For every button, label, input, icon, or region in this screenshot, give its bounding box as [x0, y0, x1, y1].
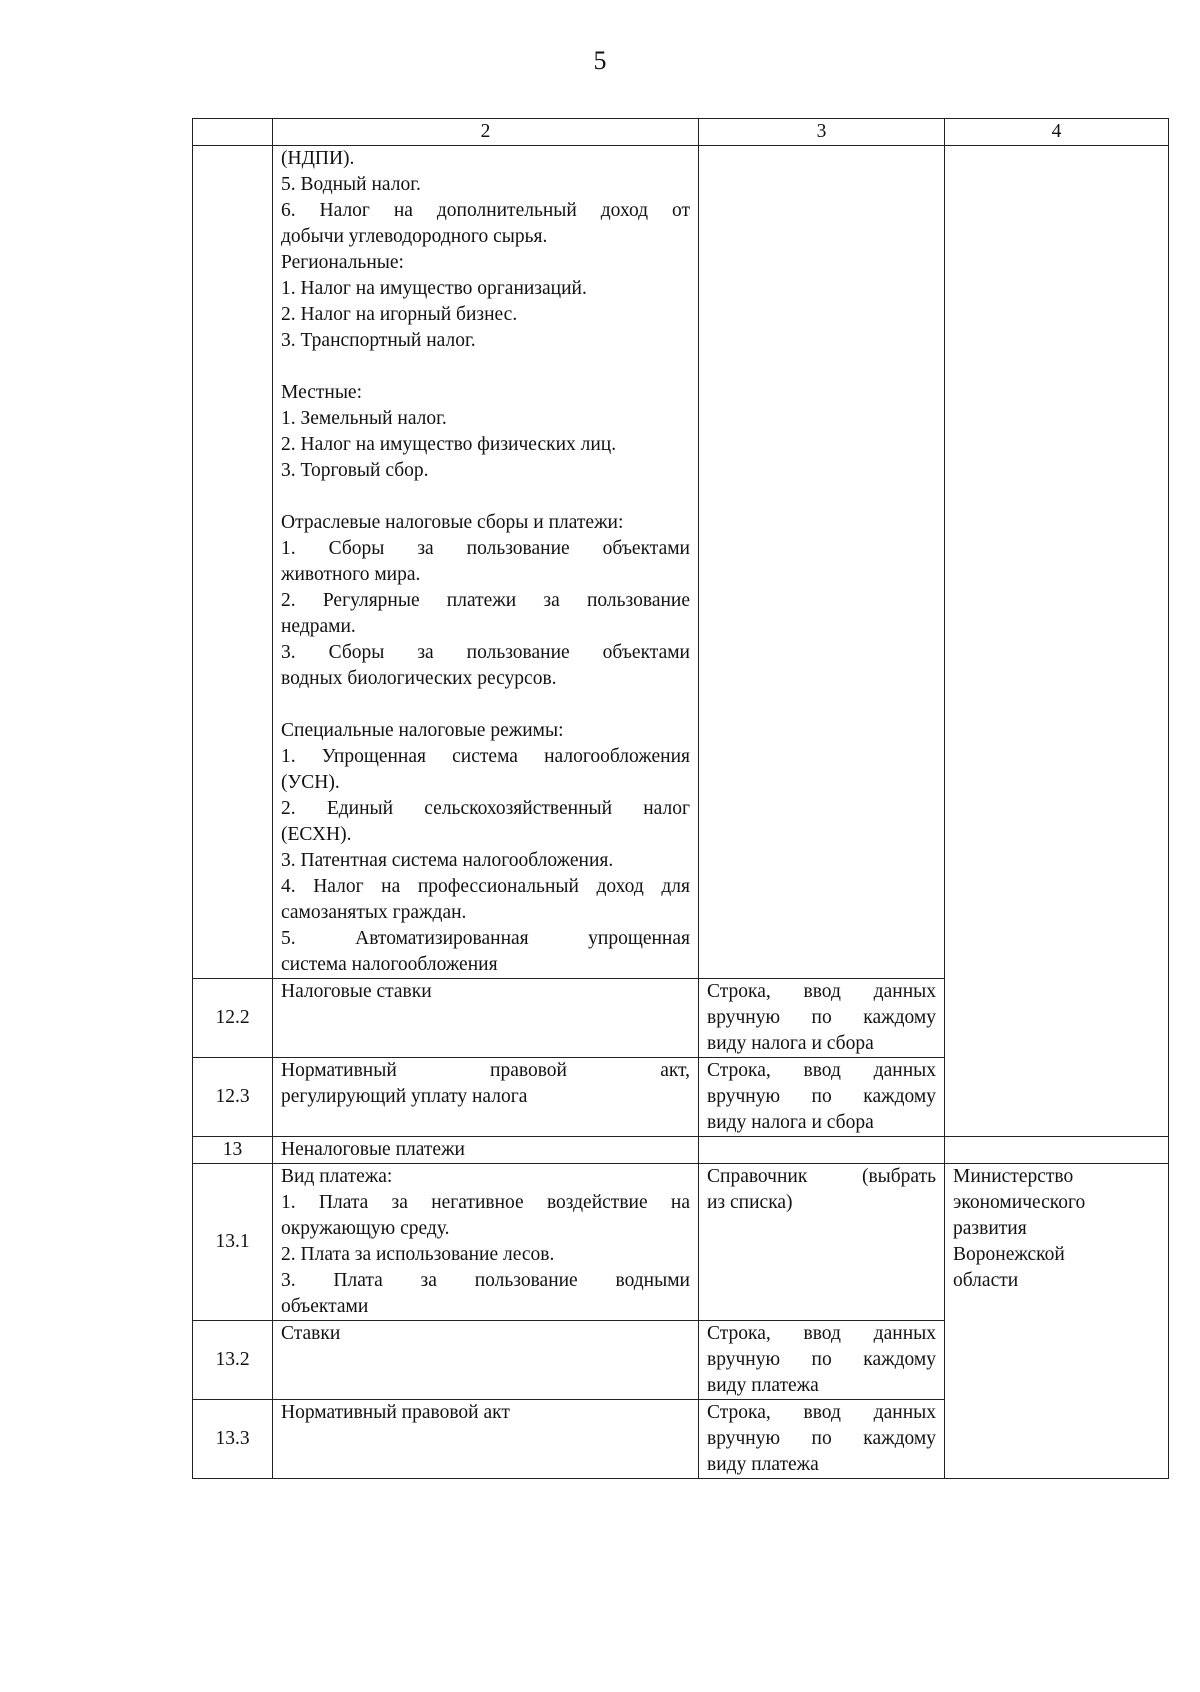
text-line: 5. Автоматизированная упрощенная [281, 928, 690, 949]
text-line: 3. Патентная система налогообложения. [281, 850, 614, 871]
row-number: 13.1 [193, 1164, 273, 1321]
text-line: Министерство [953, 1166, 1074, 1187]
text-line: Специальные налоговые режимы: [281, 720, 564, 741]
text-line: 2. Регулярные платежи за пользование [281, 590, 690, 611]
text-line: Нормативный правовой акт, [281, 1060, 690, 1081]
page-number: 5 [593, 46, 607, 75]
text-line: 1. Сборы за пользование объектами [281, 538, 690, 559]
text-line: вручную по каждому [707, 1007, 936, 1028]
text-line: Нормативный правовой акт [281, 1402, 510, 1423]
text-line: 3. Транспортный налог. [281, 330, 476, 351]
text-line: система налогообложения [281, 954, 498, 975]
text-line: животного мира. [281, 564, 421, 585]
text-line [281, 484, 690, 510]
text-line: 1. Плата за негативное воздействие на [281, 1192, 690, 1213]
text-line: окружающую среду. [281, 1218, 450, 1239]
text-line: 4. Налог на профессиональный доход для [281, 876, 690, 897]
text-line: самозанятых граждан. [281, 902, 467, 923]
text-line: Местные: [281, 382, 363, 403]
continued-description-cell [273, 146, 699, 979]
text-line: Строка, ввод данных [707, 1402, 936, 1423]
text-line: 2. Плата за использование лесов. [281, 1244, 555, 1265]
text-line: Региональные: [281, 252, 404, 273]
text-line: Ставки [281, 1323, 341, 1344]
text-line: (НДПИ). [281, 148, 355, 169]
text-line [281, 354, 690, 380]
text-line: 3. Плата за пользование водными [281, 1270, 690, 1291]
text-line: виду налога и сбора [707, 1112, 874, 1133]
text-line: Неналоговые платежи [281, 1139, 465, 1160]
row-format [699, 1400, 945, 1479]
text-line: Отраслевые налоговые сборы и платежи: [281, 512, 624, 533]
text-line: виду налога и сбора [707, 1033, 874, 1054]
text-line: регулирующий уплату налога [281, 1086, 528, 1107]
row-responsible [945, 1164, 1169, 1479]
text-line: недрами. [281, 616, 356, 637]
row-responsible [945, 1137, 1169, 1164]
format-cell [699, 146, 945, 979]
text-line: 3. Сборы за пользование объектами [281, 642, 690, 663]
text-line: (ЕСХН). [281, 824, 352, 845]
row-name [273, 1321, 699, 1400]
text-line: вручную по каждому [707, 1349, 936, 1370]
text-line: Строка, ввод данных [707, 1323, 936, 1344]
text-line: водных биологических ресурсов. [281, 668, 557, 689]
text-line: Вид платежа: [281, 1166, 393, 1187]
text-line: области [953, 1270, 1019, 1291]
text-line: добычи углеводородного сырья. [281, 226, 548, 247]
text-line: Воронежской [953, 1244, 1065, 1265]
text-line: Строка, ввод данных [707, 1060, 936, 1081]
text-line: виду платежа [707, 1375, 819, 1396]
text-line: 1. Упрощенная система налогообложения [281, 746, 690, 767]
data-table [192, 118, 1169, 1479]
table-header-row [193, 119, 1169, 146]
row-format [699, 1058, 945, 1137]
text-line: (УСН). [281, 772, 340, 793]
text-line: 2. Налог на игорный бизнес. [281, 304, 518, 325]
text-line: 1. Налог на имущество организаций. [281, 278, 587, 299]
text-line: развития [953, 1218, 1027, 1239]
row-name [273, 1058, 699, 1137]
row-format [699, 1137, 945, 1164]
row-name [273, 1400, 699, 1479]
row-number: 13 [193, 1137, 273, 1164]
text-line: Строка, ввод данных [707, 981, 936, 1002]
header-col-1 [193, 119, 273, 146]
text-line: из списка) [707, 1192, 793, 1213]
header-col-4: 4 [945, 119, 1169, 146]
row-number: 13.2 [193, 1321, 273, 1400]
text-line: 2. Налог на имущество физических лиц. [281, 434, 617, 455]
text-line: 6. Налог на дополнительный доход от [281, 200, 690, 221]
table-row-section [193, 1137, 1169, 1164]
row-name [273, 979, 699, 1058]
row-format [699, 1321, 945, 1400]
text-line: вручную по каждому [707, 1428, 936, 1449]
text-line: вручную по каждому [707, 1086, 936, 1107]
text-line: объектами [281, 1296, 369, 1317]
text-line: экономического [953, 1192, 1086, 1213]
row-format [699, 979, 945, 1058]
text-line: 2. Единый сельскохозяйственный налог [281, 798, 690, 819]
text-line [281, 692, 690, 718]
row-format [699, 1164, 945, 1321]
table-row-continued [193, 146, 1169, 979]
text-line: виду платежа [707, 1454, 819, 1475]
row-number: 12.3 [193, 1058, 273, 1137]
row-name [273, 1137, 699, 1164]
row-number-cell [193, 146, 273, 979]
table-row [193, 1164, 1169, 1321]
responsible-cell-empty [945, 146, 1169, 1137]
header-col-3: 3 [699, 119, 945, 146]
header-col-2: 2 [273, 119, 699, 146]
text-line: Налоговые ставки [281, 981, 432, 1002]
text-line: Справочник (выбрать [707, 1166, 936, 1187]
text-line: 3. Торговый сбор. [281, 460, 429, 481]
text-line: 1. Земельный налог. [281, 408, 447, 429]
row-number: 12.2 [193, 979, 273, 1058]
text-line: 5. Водный налог. [281, 174, 421, 195]
row-name [273, 1164, 699, 1321]
row-number: 13.3 [193, 1400, 273, 1479]
